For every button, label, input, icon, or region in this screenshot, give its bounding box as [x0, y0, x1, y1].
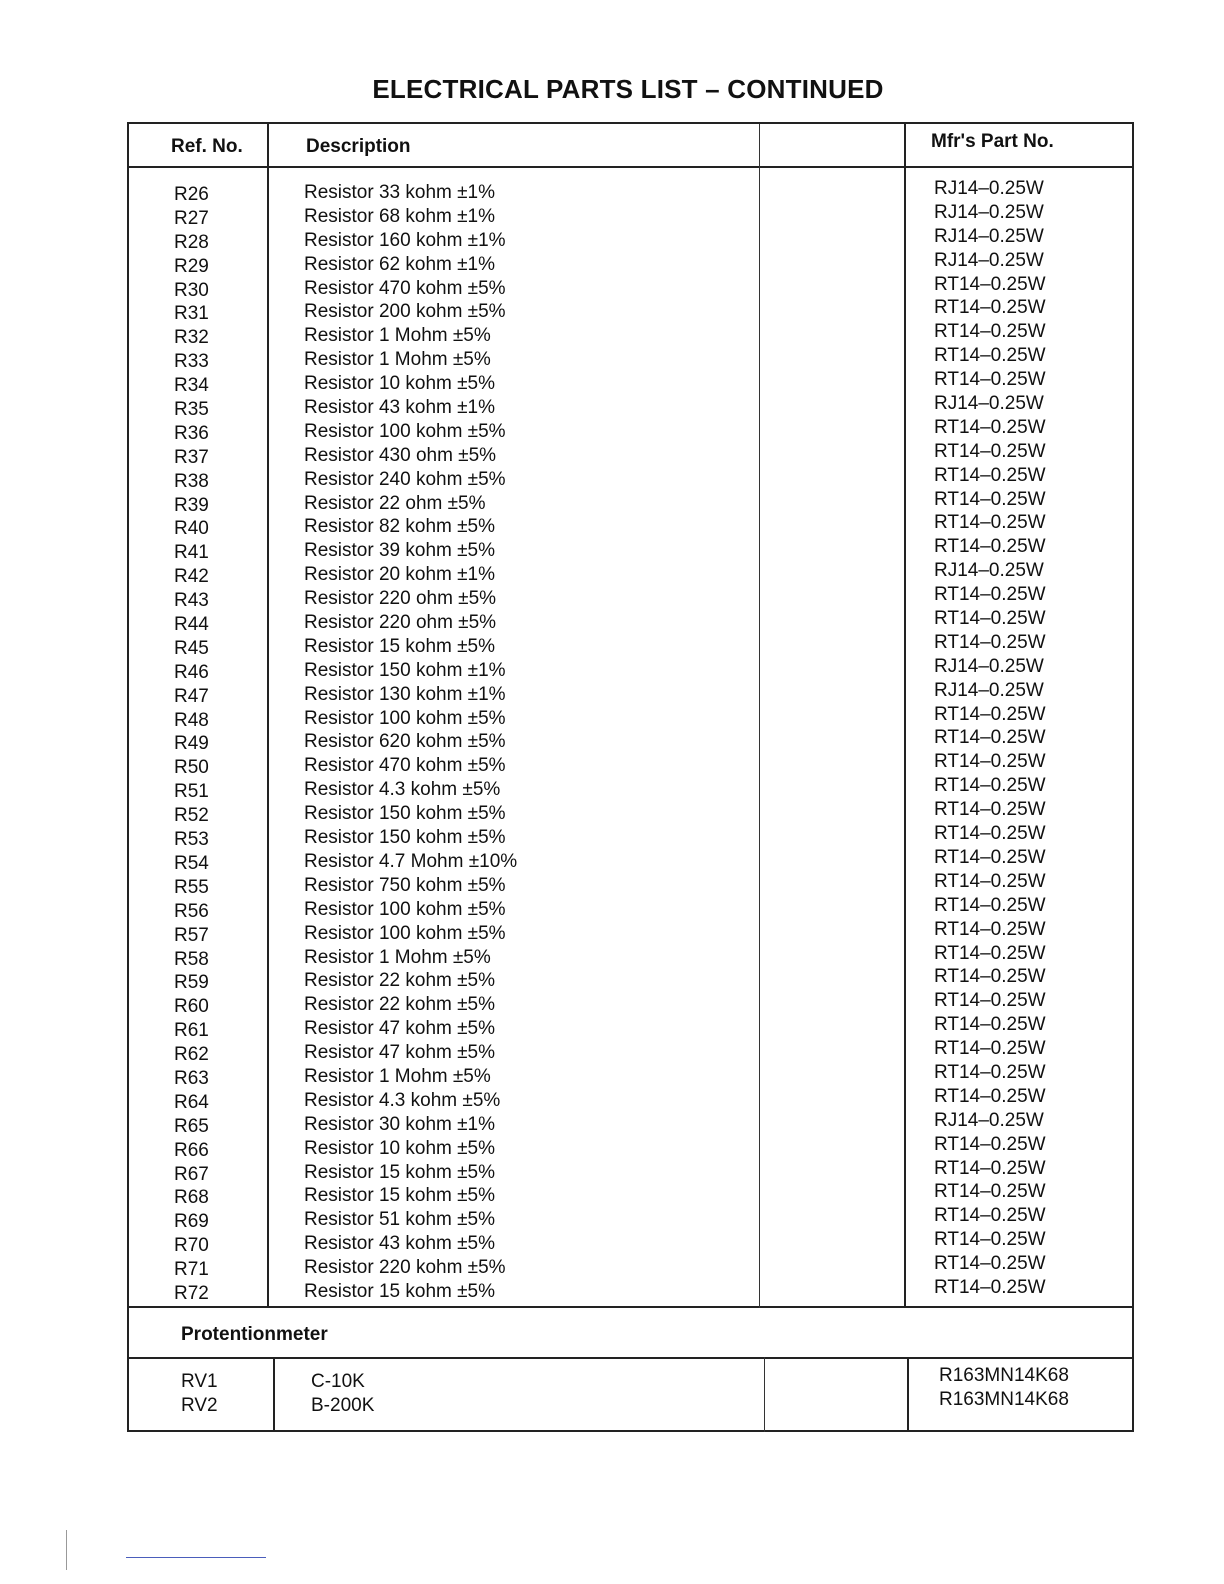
part-number-cell: RT14–0.25W — [934, 1276, 1046, 1298]
part-number-cell: RT14–0.25W — [934, 321, 1046, 343]
ref-cell: R49 — [174, 733, 209, 755]
part-number-cell: RT14–0.25W — [934, 751, 1046, 773]
part-number-cell: RT14–0.25W — [934, 297, 1046, 319]
description-cell: Resistor 220 kohm ±5% — [304, 1257, 506, 1279]
description-cell: Resistor 4.3 kohm ±5% — [304, 779, 501, 801]
description-cell: Resistor 10 kohm ±5% — [304, 373, 496, 395]
part-number-cell: RJ14–0.25W — [934, 560, 1044, 582]
pot-description-column — [311, 1370, 374, 1418]
description-column — [304, 181, 517, 1304]
pot-part-number-column — [939, 1364, 1069, 1412]
part-number-cell: RT14–0.25W — [934, 416, 1046, 438]
description-cell: Resistor 10 kohm ±5% — [304, 1137, 496, 1159]
part-number-cell: RT14–0.25W — [934, 727, 1046, 749]
ref-cell: R59 — [174, 972, 209, 994]
part-number-cell: RT14–0.25W — [934, 1205, 1046, 1227]
part-number-cell: RT14–0.25W — [934, 1181, 1046, 1203]
part-number-cell: RT14–0.25W — [934, 631, 1046, 653]
description-cell: Resistor 150 kohm ±1% — [304, 659, 506, 681]
ref-cell: R29 — [174, 255, 209, 277]
part-number-cell: RT14–0.25W — [934, 440, 1046, 462]
part-number-cell: RT14–0.25W — [934, 966, 1046, 988]
page-title: ELECTRICAL PARTS LIST – CONTINUED — [372, 74, 884, 104]
margin-mark — [66, 1530, 67, 1570]
description-cell: Resistor 100 kohm ±5% — [304, 420, 506, 442]
ref-cell: R38 — [174, 470, 209, 492]
description-cell: Resistor 39 kohm ±5% — [304, 540, 496, 562]
footer-rule — [126, 1557, 266, 1558]
description-cell: C-10K — [311, 1371, 365, 1392]
ref-cell: R33 — [174, 351, 209, 373]
description-cell: Resistor 62 kohm ±1% — [304, 253, 496, 275]
description-cell: Resistor 4.3 kohm ±5% — [304, 1089, 501, 1111]
ref-cell: R28 — [174, 231, 209, 253]
ref-cell: R64 — [174, 1091, 209, 1113]
part-number-column — [934, 177, 1046, 1300]
part-number-cell: RT14–0.25W — [934, 1014, 1046, 1036]
ref-cell: R26 — [174, 184, 209, 205]
ref-cell: R31 — [174, 303, 209, 325]
description-cell: Resistor 240 kohm ±5% — [304, 468, 506, 490]
column-divider-blank-pot — [907, 1357, 909, 1432]
description-cell: Resistor 220 ohm ±5% — [304, 612, 497, 634]
ref-cell: R63 — [174, 1067, 209, 1089]
description-cell: Resistor 82 kohm ±5% — [304, 516, 496, 538]
ref-cell: R37 — [174, 446, 209, 468]
description-cell: Resistor 51 kohm ±5% — [304, 1209, 496, 1231]
part-number-cell: RT14–0.25W — [934, 823, 1046, 845]
ref-cell: R57 — [174, 924, 209, 946]
ref-cell: R35 — [174, 399, 209, 421]
part-number-cell: RT14–0.25W — [934, 584, 1046, 606]
ref-cell: R50 — [174, 757, 209, 779]
description-cell: Resistor 15 kohm ±5% — [304, 1161, 496, 1183]
part-number-cell: RT14–0.25W — [934, 799, 1046, 821]
column-divider-description-pot — [764, 1357, 765, 1432]
description-cell: Resistor 47 kohm ±5% — [304, 1018, 496, 1040]
ref-cell: R44 — [174, 614, 209, 636]
ref-cell: R71 — [174, 1259, 209, 1281]
description-cell: Resistor 430 ohm ±5% — [304, 444, 497, 466]
description-cell: Resistor 1 Mohm ±5% — [304, 946, 491, 968]
description-cell: Resistor 33 kohm ±1% — [304, 182, 496, 203]
ref-cell: R27 — [174, 207, 209, 229]
header-divider — [129, 166, 1132, 168]
ref-cell: R69 — [174, 1211, 209, 1233]
part-number-cell: RT14–0.25W — [934, 464, 1046, 486]
ref-cell: R66 — [174, 1139, 209, 1161]
column-divider-description — [759, 124, 760, 1308]
description-cell: Resistor 130 kohm ±1% — [304, 683, 506, 705]
part-number-cell: RT14–0.25W — [934, 1038, 1046, 1060]
ref-cell: R42 — [174, 566, 209, 588]
description-cell: Resistor 22 kohm ±5% — [304, 970, 496, 992]
part-number-cell: RJ14–0.25W — [934, 655, 1044, 677]
ref-cell: RV2 — [181, 1394, 218, 1416]
part-number-cell: RT14–0.25W — [934, 703, 1046, 725]
part-number-cell: RT14–0.25W — [934, 536, 1046, 558]
ref-cell: R43 — [174, 590, 209, 612]
description-cell: Resistor 470 kohm ±5% — [304, 277, 506, 299]
description-cell: Resistor 620 kohm ±5% — [304, 731, 506, 753]
ref-cell: R46 — [174, 661, 209, 683]
part-number-cell: RT14–0.25W — [934, 918, 1046, 940]
description-cell: Resistor 1 Mohm ±5% — [304, 1065, 491, 1087]
part-number-cell: RJ14–0.25W — [934, 249, 1044, 271]
ref-cell: R36 — [174, 422, 209, 444]
description-cell: Resistor 22 ohm ±5% — [304, 492, 486, 514]
part-number-cell: RT14–0.25W — [934, 1133, 1046, 1155]
ref-cell: R60 — [174, 996, 209, 1018]
ref-cell: R53 — [174, 829, 209, 851]
description-cell: Resistor 15 kohm ±5% — [304, 1185, 496, 1207]
description-cell: Resistor 20 kohm ±1% — [304, 564, 496, 586]
ref-column — [174, 183, 209, 1306]
section-divider-bottom — [129, 1357, 1132, 1359]
part-number-cell: RT14–0.25W — [934, 1253, 1046, 1275]
section-divider-top — [129, 1306, 1132, 1308]
ref-cell: R67 — [174, 1163, 209, 1185]
ref-cell: R70 — [174, 1235, 209, 1257]
part-number-cell: RJ14–0.25W — [934, 225, 1044, 247]
description-cell: Resistor 43 kohm ±5% — [304, 1233, 496, 1255]
section-label-potentiometer: Protentionmeter — [181, 1324, 328, 1345]
ref-cell: R65 — [174, 1115, 209, 1137]
ref-cell: R30 — [174, 279, 209, 301]
ref-cell: R51 — [174, 781, 209, 803]
part-number-cell: RT14–0.25W — [934, 1085, 1046, 1107]
description-cell: Resistor 4.7 Mohm ±10% — [304, 850, 518, 872]
ref-cell: R68 — [174, 1187, 209, 1209]
part-number-cell: RT14–0.25W — [934, 488, 1046, 510]
header-ref-no: Ref. No. — [171, 136, 243, 157]
ref-cell: R62 — [174, 1044, 209, 1066]
ref-cell: R45 — [174, 637, 209, 659]
description-cell: Resistor 150 kohm ±5% — [304, 803, 506, 825]
description-cell: Resistor 220 ohm ±5% — [304, 588, 497, 610]
header-description: Description — [306, 136, 411, 157]
description-cell: Resistor 100 kohm ±5% — [304, 707, 506, 729]
part-number-cell: RT14–0.25W — [934, 345, 1046, 367]
description-cell: Resistor 1 Mohm ±5% — [304, 325, 491, 347]
part-number-cell: RT14–0.25W — [934, 870, 1046, 892]
description-cell: Resistor 43 kohm ±1% — [304, 397, 496, 419]
header-mfr-part-no: Mfr's Part No. — [931, 131, 1054, 152]
part-number-cell: R163MN14K68 — [939, 1365, 1069, 1386]
part-number-cell: RT14–0.25W — [934, 1157, 1046, 1179]
ref-cell: R40 — [174, 518, 209, 540]
part-number-cell: R163MN14K68 — [939, 1388, 1069, 1410]
description-cell: Resistor 68 kohm ±1% — [304, 205, 496, 227]
description-cell: Resistor 15 kohm ±5% — [304, 1280, 496, 1302]
ref-cell: R58 — [174, 948, 209, 970]
ref-cell: R48 — [174, 709, 209, 731]
ref-cell: R41 — [174, 542, 209, 564]
part-number-cell: RT14–0.25W — [934, 369, 1046, 391]
ref-cell: R54 — [174, 852, 209, 874]
part-number-cell: RT14–0.25W — [934, 990, 1046, 1012]
ref-cell: R47 — [174, 685, 209, 707]
part-number-cell: RJ14–0.25W — [934, 679, 1044, 701]
ref-cell: R39 — [174, 494, 209, 516]
description-cell: Resistor 1 Mohm ±5% — [304, 349, 491, 371]
ref-cell: R34 — [174, 375, 209, 397]
part-number-cell: RT14–0.25W — [934, 273, 1046, 295]
ref-cell: RV1 — [181, 1371, 218, 1392]
ref-cell: R61 — [174, 1020, 209, 1042]
part-number-cell: RT14–0.25W — [934, 608, 1046, 630]
part-number-cell: RJ14–0.25W — [934, 178, 1044, 199]
column-divider-blank — [904, 124, 906, 1308]
description-cell: Resistor 22 kohm ±5% — [304, 994, 496, 1016]
part-number-cell: RT14–0.25W — [934, 1229, 1046, 1251]
pot-ref-column — [181, 1370, 218, 1418]
part-number-cell: RJ14–0.25W — [934, 393, 1044, 415]
part-number-cell: RJ14–0.25W — [934, 1109, 1044, 1131]
ref-cell: R32 — [174, 327, 209, 349]
part-number-cell: RJ14–0.25W — [934, 201, 1044, 223]
part-number-cell: RT14–0.25W — [934, 846, 1046, 868]
part-number-cell: RT14–0.25W — [934, 1061, 1046, 1083]
ref-cell: R52 — [174, 805, 209, 827]
part-number-cell: RT14–0.25W — [934, 894, 1046, 916]
column-divider-ref-pot — [273, 1357, 275, 1432]
description-cell: Resistor 15 kohm ±5% — [304, 635, 496, 657]
description-cell: Resistor 47 kohm ±5% — [304, 1042, 496, 1064]
description-cell: Resistor 30 kohm ±1% — [304, 1113, 496, 1135]
description-cell: Resistor 150 kohm ±5% — [304, 827, 506, 849]
description-cell: Resistor 100 kohm ±5% — [304, 898, 506, 920]
column-divider-ref — [267, 124, 269, 1308]
part-number-cell: RT14–0.25W — [934, 512, 1046, 534]
description-cell: Resistor 160 kohm ±1% — [304, 229, 506, 251]
description-cell: Resistor 100 kohm ±5% — [304, 922, 506, 944]
ref-cell: R56 — [174, 900, 209, 922]
ref-cell: R72 — [174, 1282, 209, 1304]
parts-table — [127, 122, 1134, 1432]
description-cell: Resistor 200 kohm ±5% — [304, 301, 506, 323]
part-number-cell: RT14–0.25W — [934, 942, 1046, 964]
description-cell: B-200K — [311, 1394, 375, 1416]
part-number-cell: RT14–0.25W — [934, 775, 1046, 797]
ref-cell: R55 — [174, 876, 209, 898]
description-cell: Resistor 750 kohm ±5% — [304, 874, 506, 896]
description-cell: Resistor 470 kohm ±5% — [304, 755, 506, 777]
